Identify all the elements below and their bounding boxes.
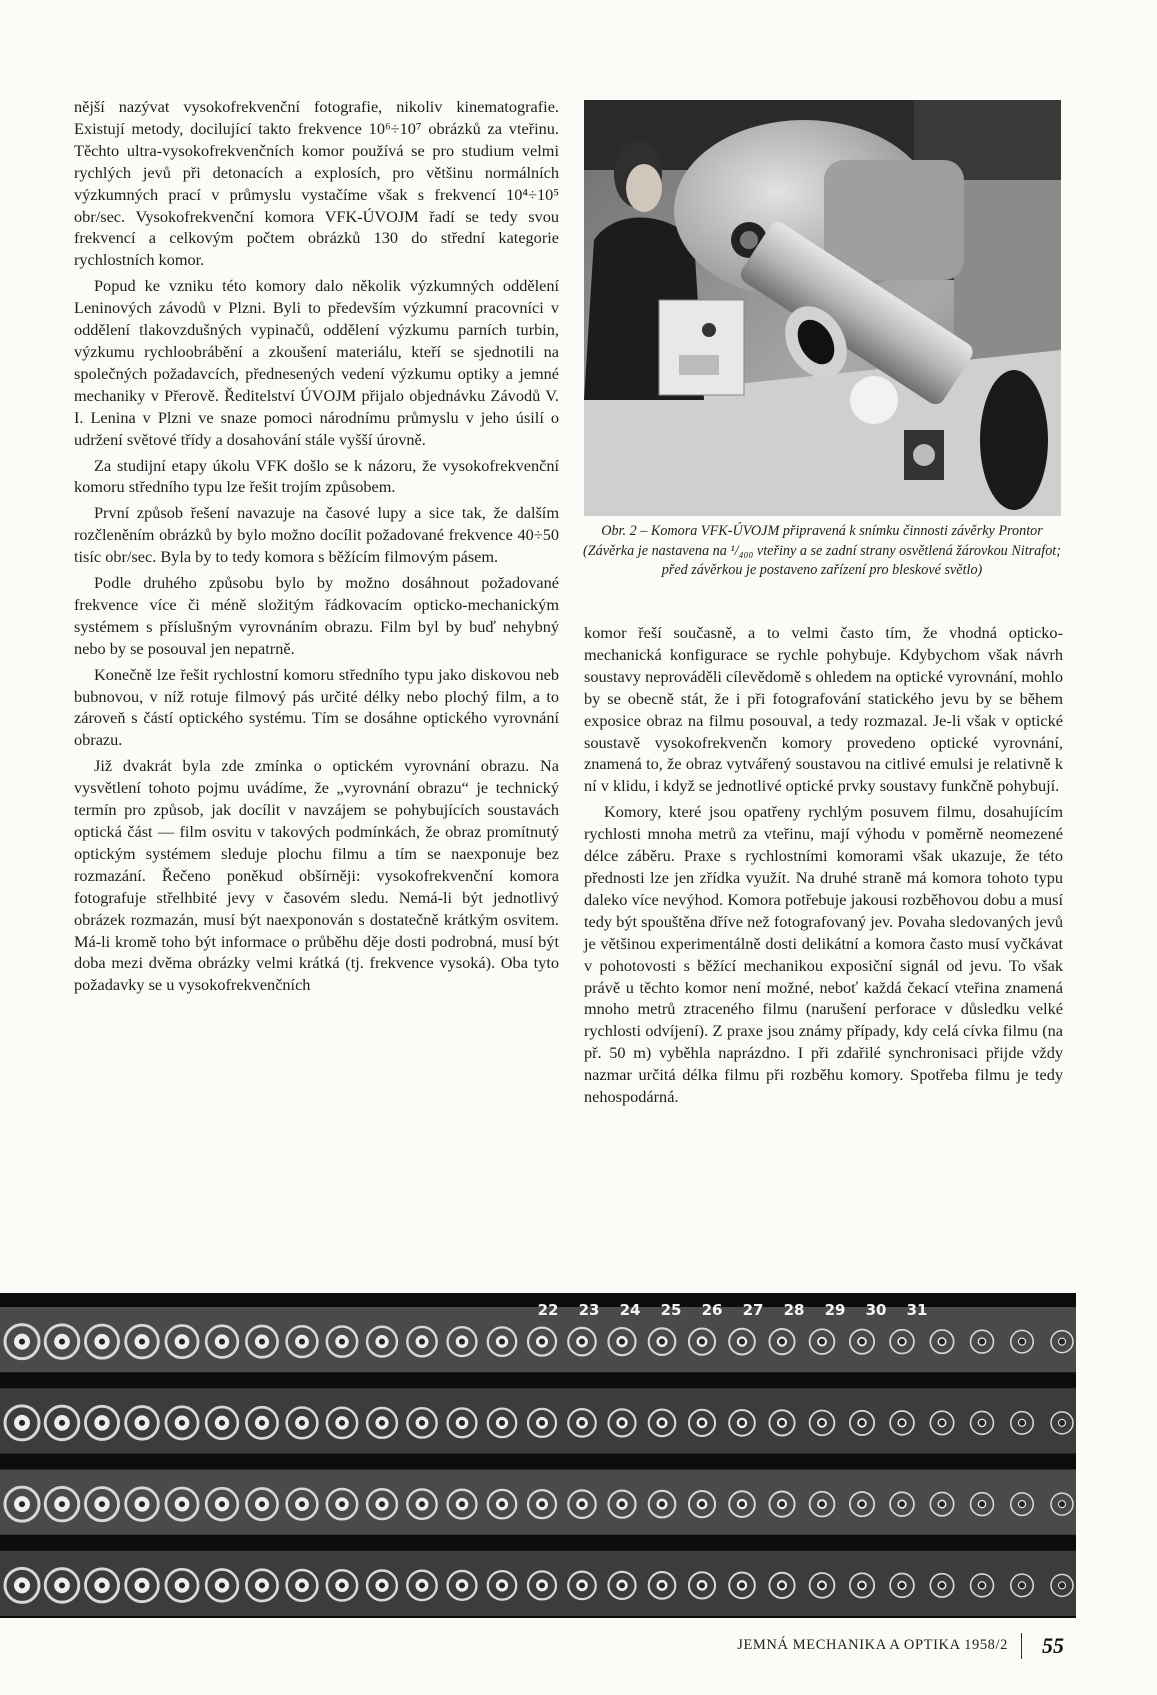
paragraph: První způsob řešení navazuje na časové lupy a sice tak, že dalším rozčleněním obrázků by bylo možno docílit požadované frekvence 40÷50 tisíc obr/sec. Byla by to tedy komora s běžícím filmovým pásem. <box>74 503 559 567</box>
frame-number: 29 <box>824 1301 846 1319</box>
frame-number: 27 <box>742 1301 764 1319</box>
paragraph: Podle druhého způsobu bylo by možno dosáhnout požadované frekvence více či méně složitým řádkovacím opticko-mechanickým systémem s příslušným vyrovnáním obrazu. Film byl by buď nehybný nebo by se posouval jen nepatrně. <box>74 573 559 658</box>
right-text-column <box>584 622 1063 1112</box>
footer-divider <box>1021 1633 1023 1659</box>
paragraph: Za studijní etapy úkolu VFK došlo se k názoru, že vysokofrekvenční komoru středního typu lze řešit trojím způsobem. <box>74 455 559 497</box>
frame-number: 22 <box>537 1301 559 1319</box>
frame-number: 25 <box>660 1301 682 1319</box>
photo-caption: Obr. 2 – Komora VFK-ÚVOJM připravená k snímku činnosti závěrky Prontor (Závěrka je nastavena na ¹/₄₀₀ vteřiny a se zadní strany osvětlená žárovkou Nitrafot; před závěrkou je postaveno zařízení pro bleskové světlo) <box>583 523 1061 578</box>
frame-number: 24 <box>619 1301 641 1319</box>
paragraph: Konečně lze řešit rychlostní komoru středního typu jako diskovou neb bubnovou, v níž rotuje filmový pás určité délky nebo plochý film, a to zároveň s částí optického systému. Tím se dosáhne optického vyrovnání obrazu. <box>74 664 559 750</box>
left-text-column <box>74 96 559 1000</box>
page-number: 55 <box>1042 1633 1064 1658</box>
paragraph: Popud ke vzniku této komory dalo několik výzkumných oddělení Leninových závodů v Plzni. Byli to především výzkumní pracovníci v oddělení tlakovzdušných vypinačů, oddělení výzkumu parních turbin, výzkumu rychloobrábění a zkoušení materiálu, kteří se sjednotili na společných požadavcích, přednesených vedení výzkumu optiky a jemné mechaniky v Přerově. Ředitelství ÚVOJM přijalo objednávku Závodů V. I. Lenina v Plzni ve snaze pomoci národnímu průmyslu v jeho úsilí o udržení světové třídy a dosahování stále vyšší úrovně. <box>74 276 559 449</box>
film-strip-frames <box>0 1293 1076 1618</box>
frame-number: 26 <box>701 1301 723 1319</box>
camera-photo <box>584 100 1061 516</box>
frame-number: 23 <box>578 1301 600 1319</box>
frame-number: 31 <box>906 1301 928 1319</box>
journal-title: JEMNÁ MECHANIKA A OPTIKA 1958/2 <box>737 1637 1008 1653</box>
film-strip-image <box>0 1293 1076 1618</box>
camera-photo-image <box>584 100 1061 516</box>
paragraph: nější nazývat vysokofrekvenční fotografie, nikoliv kinematografie. Existují metody, docilující takto frekvence 10⁶÷10⁷ obrázků za vteřinu. Těchto ultra-vysokofrekvenčních komor používá se pro studium velmi rychlých jevů při detonacích a explosích, pro většinu normálních výzkumných prací v průmyslu vystačíme však s frekvencí 10⁴÷10⁵ obr/sec. Vysokofrekvenční komora VFK-ÚVOJM řadí se tedy svou frekvencí a celkovým počtem obrázků 130 do střední kategorie rychlostních komor. <box>74 97 559 270</box>
frame-number: 30 <box>865 1301 887 1319</box>
paragraph: Již dvakrát byla zde zmínka o optickém vyrovnání obrazu. Na vysvětlení tohoto pojmu uvádíme, že „vyrovnání obrazu“ je technický termín pro způsob, jak docílit v navzájem se pohybujících soustavách optická část — film osvitu v takových podmínkách, že obraz promítnutý optickým systémem sleduje plochu filmu a tím se naexponuje bez rozmazání. Řečeno poněkud obšírněji: vysokofrekvenční komora fotografuje střelhbité jevy v časovém sledu. Nemá-li být jednotlivý obrázek rozmazán, musí být naexponován s dostatečně krátkým osvitem. Má-li kromě toho být informace o průběhu děje dosti podrobná, musí být doba mezi dvěma obrázky velmi krátká (tj. frekvence vysoká). Oba tyto požadavky se u vysokofrekvenčních <box>74 756 559 995</box>
page-footer <box>690 1631 1070 1661</box>
paragraph: komor řeší současně, a to velmi často tím, že vhodná opticko-mechanická konfigurace se rychle pohybuje. Kdybychom však návrh soustavy neprováděli cílevědomě s ohledem na optické vyrovnání, mohlo by se obecně stát, že i při fotografování statického jevu by se během exposice obraz na filmu posouval, a tedy rozmazal. Je-li však v optické soustavě vysokofrekvenčn komory provedeno optické vyrovnání, znamená to, že obraz vytvářený soustavou na citlivé emulsi je relativně k ní v klidu, i když se jednotlivé optické prvky soustavy funkčně pohybují. <box>584 623 1063 796</box>
frame-number: 28 <box>783 1301 805 1319</box>
paragraph: Komory, které jsou opatřeny rychlým posuvem filmu, dosahujícím rychlosti mnoha metrů za vteřinu, mají výhodu v poměrně neomezené délce záběru. Praxe s rychlostními komorami však ukazuje, že této přednosti lze jen zřídka využít. Na druhé straně má komora tohoto typu daleko více nevýhod. Komora potřebuje jakousi rozběhovou dobu a musí tedy být spouštěna dříve než fotografovaný jev. Povaha sledovaných jevů je většinou experimentálně dosti delikátní a komora často musí vyčkávat v pohotovosti s běžící mechanikou exposiční signál od jevu. To však právě u těchto komor není možné, neboť každá čekací vteřina znamená mnoho metrů ztraceného filmu (narušení perforace v důsledku velké rychlosti odvíjení). Z praxe jsou známy případy, kdy celá cívka filmu (na př. 50 m) vyběhla naprázdno. I při zdařilé synchronisaci přijde vždy nazmar určitá délka filmu při rozběhu komory. Spotřeba filmu je tedy nehospodárná. <box>584 802 1063 1107</box>
